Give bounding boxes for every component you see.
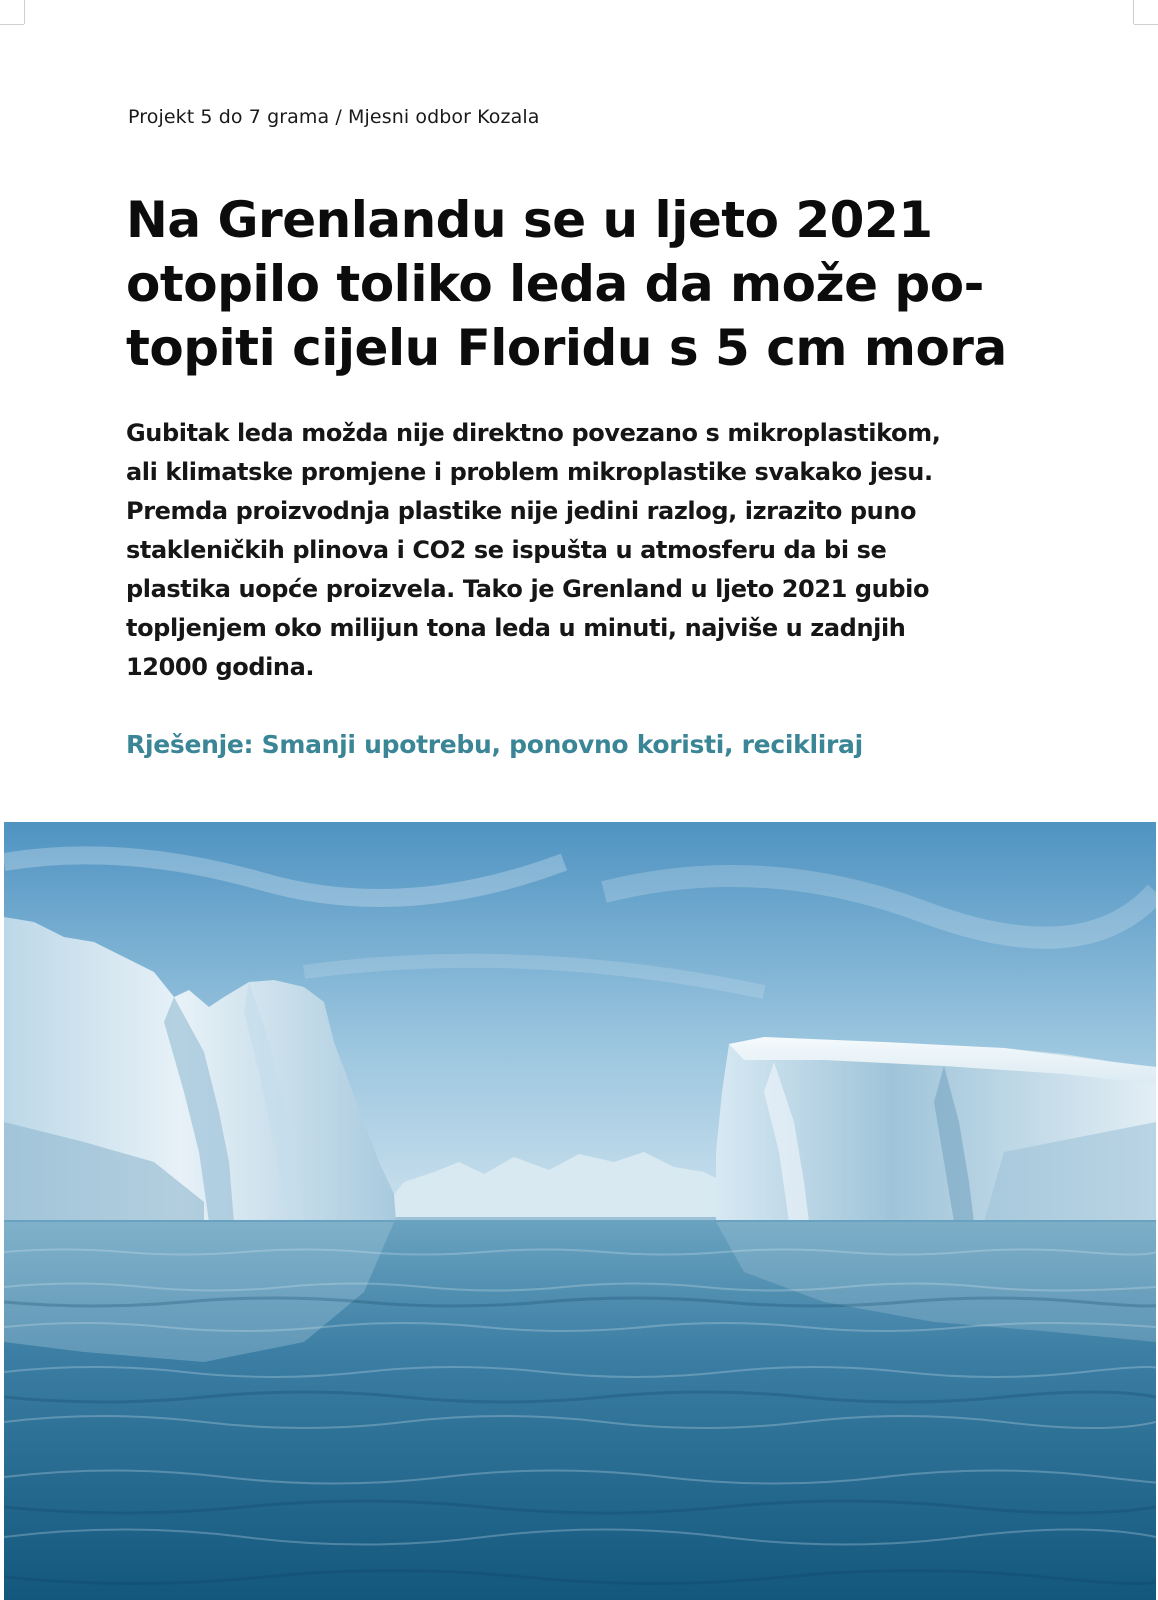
article-lead: [126, 414, 1026, 687]
icebergs-illustration: [4, 822, 1156, 1600]
crop-mark-top-right-vertical: [1133, 0, 1134, 24]
crop-mark-top-right-horizontal: [1134, 24, 1158, 25]
article-headline: [126, 188, 1026, 380]
crop-mark-top-left-horizontal: [0, 24, 24, 25]
lead-line: stakleničkih plinova i CO2 se ispušta u atmosferu da bi se: [126, 536, 887, 564]
lead-line: plastika uopće proizvela. Tako je Grenland u ljeto 2021 gubio: [126, 575, 930, 603]
solution-line: Rješenje: Smanji upotrebu, ponovno koristi, recikliraj: [126, 730, 863, 759]
lead-line: 12000 godina.: [126, 653, 315, 681]
headline-line: Na Grenlandu se u ljeto 2021: [126, 191, 933, 249]
lead-line: Premda proizvodnja plastike nije jedini razlog, izrazito puno: [126, 497, 917, 525]
headline-line: topiti cijelu Floridu s 5 cm mora: [126, 319, 1007, 377]
lead-line: Gubitak leda možda nije direktno povezano s mikroplastikom,: [126, 419, 941, 447]
icebergs-photo: [4, 822, 1156, 1600]
kicker-text: Projekt 5 do 7 grama / Mjesni odbor Kozala: [128, 106, 540, 128]
lead-line: topljenjem oko milijun tona leda u minuti, najviše u zadnjih: [126, 614, 906, 642]
lead-line: ali klimatske promjene i problem mikroplastike svakako jesu.: [126, 458, 933, 486]
headline-line: otopilo toliko leda da može po-: [126, 255, 984, 313]
crop-mark-top-left-vertical: [24, 0, 25, 24]
